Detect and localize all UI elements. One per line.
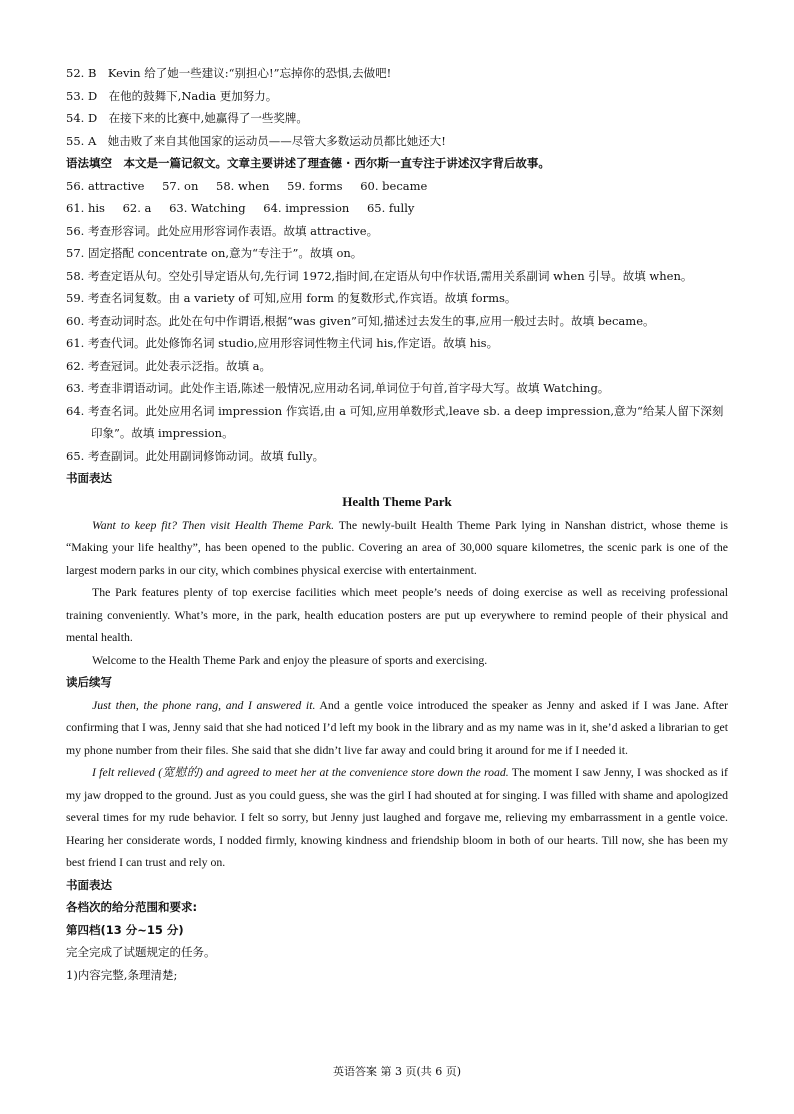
answer-62: 62. a [122, 201, 152, 215]
explanation-62: 62. 考查冠词。此处表示泛指。故填 a。 [66, 358, 271, 373]
essay-p1-text: The newly-built Health Theme Park lying in Nanshan district, whose theme is “Making your life healthy”, has been opened to the public. Covering an area of 30,000 square kilometres, the scenic park is one of the largest modern parks in our city, which combines physical exercise with entertainment. [66, 517, 728, 577]
explanation-65: 65. 考查副词。此处用副词修饰动词。故填 fully。 [66, 448, 325, 463]
page-footer: 英语答案 第 3 页(共 6 页) [332, 1065, 462, 1078]
answer-59: 59. forms [287, 178, 343, 193]
continuation-section-heading: 读后续写 [66, 675, 112, 689]
essay-paragraph-2: The Park features plenty of top exercise facilities which meet people’s needs of doing exercise as well as receiving professional training conveniently. What’s more, in the park, health education posters are put up everywhere to remind people of their physical and mental health. [66, 585, 728, 644]
answer-item-52: 52. B Kevin 给了她一些建议:“别担心!”忘掉你的恐惧,去做吧! [66, 66, 392, 80]
answer-64: 64. impression [263, 201, 350, 215]
writing-section-heading: 书面表达 [66, 471, 112, 485]
cont-p2-text: The moment I saw Jenny, I was shocked as if my jaw dropped to the ground. Just as you could guess, she was the girl I had shouted at for singing. I was filled with shame and apologized several times for my rude behavior. I felt so sorry, but Jenny just laughed and forgave me, relieving my embarrassment in a gentle voice. Hearing her considerate words, I nodded firmly, knowing kindness and friendship bloom in both of our hearts. Till now, she has been my best friend I can trust and rely on. [66, 765, 728, 869]
essay-paragraph-3: Welcome to the Health Theme Park and enjoy the pleasure of sports and exercising. [92, 652, 488, 667]
answer-item-53: 53. D 在他的鼓舞下,Nadia 更加努力。 [66, 88, 278, 103]
cont-p2-italic: I felt relieved (宽慰的) and agreed to meet her at the convenience store down the road. [92, 765, 509, 779]
answer-60: 60. became [360, 178, 428, 193]
grammar-section-heading: 语法填空 本文是一篇记叙文。文章主要讲述了理查德 · 西尔斯一直专注于讲述汉字背后故事。 [66, 156, 550, 170]
essay-paragraph-1 [66, 514, 728, 582]
answer-58: 58. when [216, 178, 270, 193]
answer-item-55: 55. A 她击败了来自其他国家的运动员——尽管大多数运动员都比她还大! [66, 133, 446, 148]
explanation-60: 60. 考查动词时态。此处在句中作谓语,根据“was given”可知,描述过去发生的事,应用一般过去时。故填 became。 [66, 313, 655, 328]
explanation-57: 57. 固定搭配 concentrate on,意为“专注于”。故填 on。 [66, 246, 363, 260]
continuation-paragraph-2 [66, 761, 728, 874]
writing-section-heading-2: 书面表达 [66, 877, 112, 892]
answer-65: 65. fully [366, 201, 415, 215]
tier-requirement-1: 完全完成了试题规定的任务。 [66, 945, 216, 959]
tier-requirement-2: 1)内容完整,条理清楚; [66, 967, 178, 982]
explanation-59: 59. 考查名词复数。由 a variety of 可知,应用 form 的复数形式,作宾语。故填 forms。 [66, 291, 517, 305]
explanation-61: 61. 考查代词。此处修饰名词 studio,应用形容词性物主代词 his,作定语。故填 his。 [66, 336, 499, 350]
explanation-64: 64. 考查名词。此处应用名词 impression 作宾语,由 a 可知,应用单数形式,leave sb. a deep impression,意为“给某人留下深刻印象”。故填 impression。 [66, 403, 724, 440]
cont-p1-italic: Just then, the phone rang, and I answered it. [92, 697, 316, 712]
essay-title: Health Theme Park [342, 493, 452, 509]
cont-p1-text: And a gentle voice introduced the speaker as Jenny and asked if I was Jane. After confirming that I was, Jenny said that she had noticed I’d left my book in the library and as my name was in it, she’d asked a librarian to get my phone number from their files. She said that she didn’t live far away and could bring it around for me if I needed it. [66, 697, 728, 757]
continuation-paragraph-1 [66, 694, 728, 762]
answer-item-54: 54. D 在接下来的比赛中,她赢得了一些奖牌。 [66, 111, 308, 125]
answers-row-2 [66, 197, 728, 220]
answer-57: 57. on [162, 178, 199, 193]
answer-page [66, 62, 728, 986]
answer-56: 56. attractive [66, 178, 145, 193]
essay-p1-italic: Want to keep fit? Then visit Health Theme Park. [92, 517, 335, 532]
explanation-56: 56. 考查形容词。此处应用形容词作表语。故填 attractive。 [66, 223, 379, 238]
explanation-63: 63. 考查非谓语动词。此处作主语,陈述一般情况,应用动名词,单词位于句首,首字母大写。故填 Watching。 [66, 381, 610, 395]
explanation-58: 58. 考查定语从句。空处引导定语从句,先行词 1972,指时间,在定语从句中作状语,需用关系副词 when 引导。故填 when。 [66, 268, 693, 283]
criteria-heading: 各档次的给分范围和要求: [66, 900, 198, 914]
answers-row-1 [66, 175, 728, 198]
answer-61: 61. his [66, 201, 105, 215]
tier-four-heading: 第四档(13 分~15 分) [66, 922, 184, 937]
answer-63: 63. Watching [169, 201, 246, 215]
